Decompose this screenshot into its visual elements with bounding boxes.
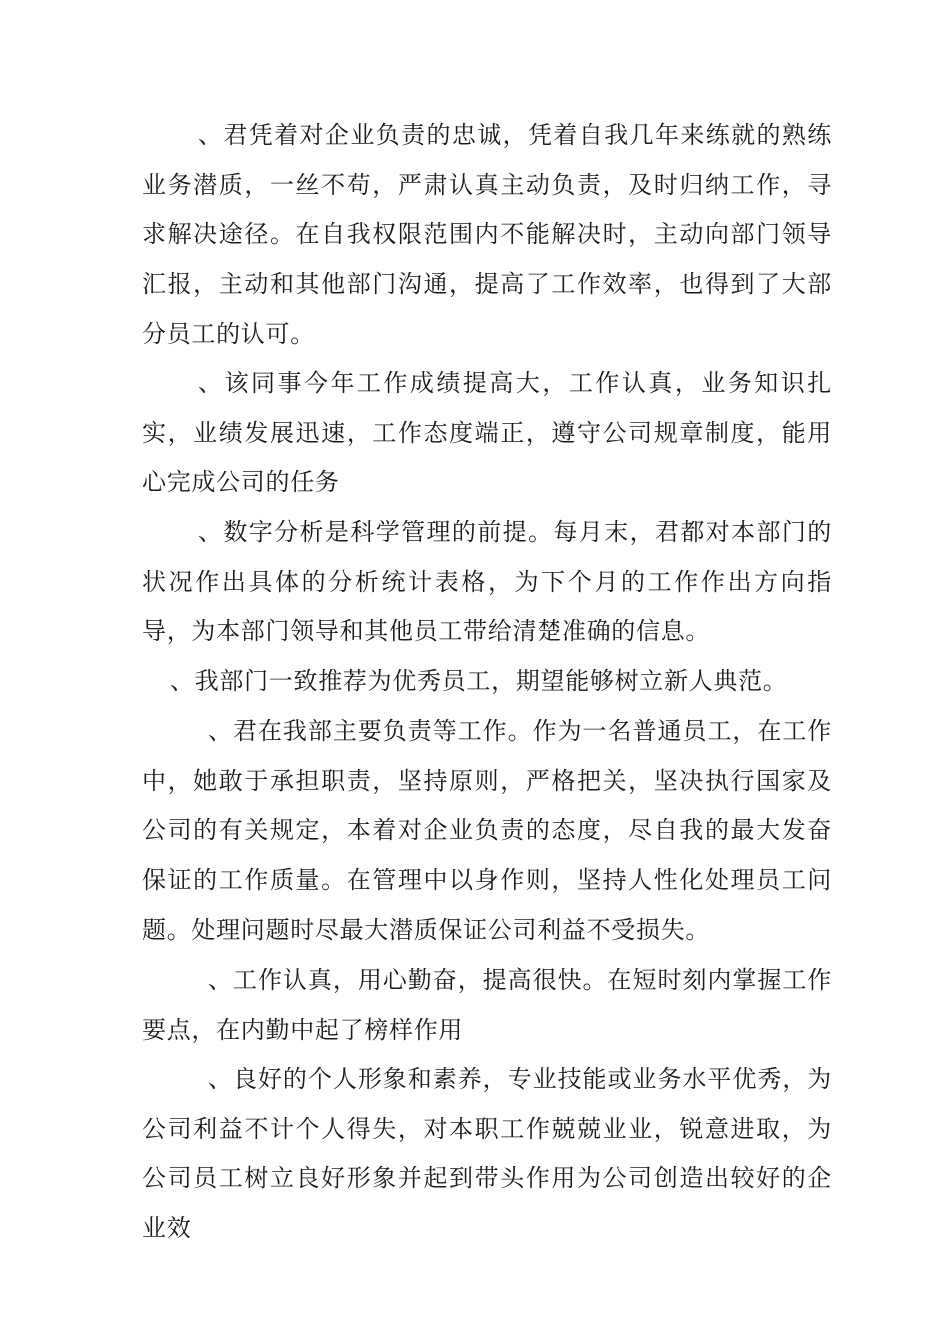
paragraph-4: 、我部门一致推荐为优秀员工，期望能够树立新人典范。 [170,667,788,695]
paragraph-5: 、君在我部主要负责等工作。作为一名普通员工，在工作中，她敢于承担职责，坚持原则，严格把关，坚决执行国家及公司的有关规定，本着对企业负责的态度，尽自我的最大发奋保证的工作质量。在管理中以身作则，坚持人性化处理员工问题。处理问题时尽最大潜质保证公司利益不受损失。 [142,717,832,944]
paragraph-3: 、数字分析是科学管理的前提。每月末，君都对本部门的状况作出具体的分析统计表格，为下个月的工作作出方向指导，为本部门领导和其他员工带给清楚准确的信息。 [142,518,832,646]
paragraph-1: 、君凭着对企业负责的忠诚，凭着自我几年来练就的熟练业务潜质，一丝不苟，严肃认真主动负责，及时归纳工作，寻求解决途径。在自我权限范围内不能解决时，主动向部门领导汇报，主动和其他部门沟通，提高了工作效率，也得到了大部分员工的认可。 [142,121,832,348]
paragraph-7: 、良好的个人形象和素养，专业技能或业务水平优秀，为公司利益不计个人得失，对本职工作兢兢业业，锐意进取，为公司员工树立良好形象并起到带头作用为公司创造出较好的企业效 [142,1065,832,1243]
paragraph-6: 、工作认真，用心勤奋，提高很快。在短时刻内掌握工作要点，在内勤中起了榜样作用 [142,966,832,1044]
paragraph-2: 、该同事今年工作成绩提高大，工作认真，业务知识扎实，业绩发展迅速，工作态度端正，遵守公司规章制度，能用心完成公司的任务 [142,369,832,497]
